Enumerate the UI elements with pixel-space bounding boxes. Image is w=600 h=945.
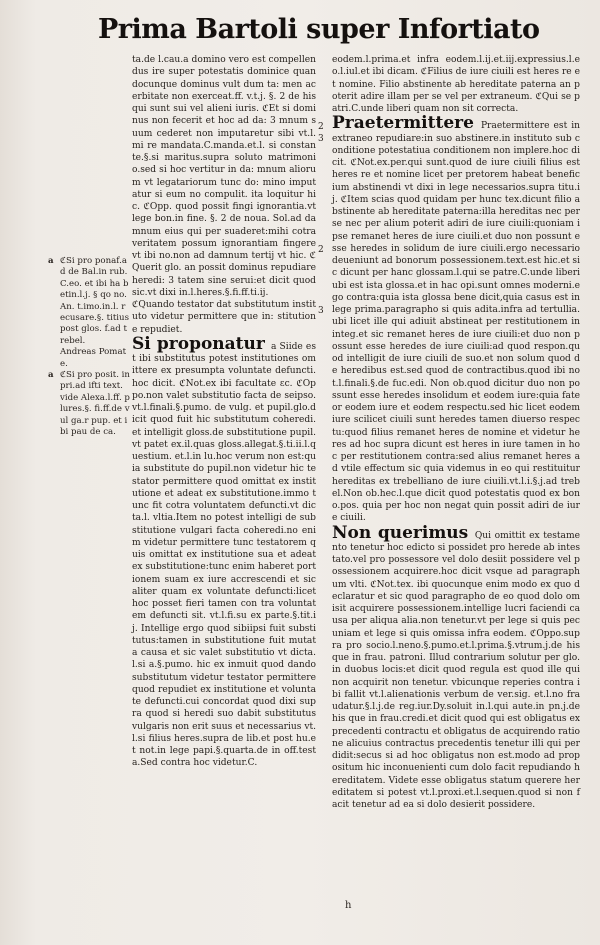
margin-note: [48, 347, 130, 370]
paragraph: [132, 333, 316, 770]
commentary-column-right: [332, 54, 580, 811]
gutter-number: [318, 232, 330, 244]
gutter-number: [318, 293, 330, 305]
paragraph: [132, 54, 316, 299]
margin-note-letter: a: [48, 370, 54, 381]
gutter-number: [318, 281, 330, 293]
gutter-number: [318, 170, 330, 182]
margin-note: [48, 370, 130, 438]
paragraph: [132, 299, 316, 336]
gutter-number: [318, 146, 330, 158]
margin-note-letter: a: [48, 256, 54, 266]
gutter-number: 3: [318, 134, 324, 145]
margin-notes: [48, 256, 130, 439]
gutter-number: [318, 256, 330, 268]
gutter-number: [318, 269, 330, 281]
gutter-number: 2: [318, 122, 324, 132]
gutter-numbers: [318, 121, 330, 318]
paragraph-text: ℭQuando testator dat substitutum instituto videtur permittere que in: stitutione repudiet.: [132, 300, 316, 335]
paragraph: [332, 115, 580, 524]
paragraph: [332, 54, 580, 115]
gutter-number: [318, 207, 330, 219]
gutter-number: [318, 195, 330, 207]
lemma-heading: Non querimus: [332, 522, 469, 543]
paragraph-text: Qui omittit ex testamento tenetur hoc edicto si possidet pro herede ab intestato.vel pro possessore vel dolo desiit possidere vel possessionem acquirere.hoc dicit vsque ad paragraphum vlti. ℭNot.tex. ibi quocunque enim modo ex quo declaratur et sic quod paragrapho de eo quod dolo omisit acquirere possessionem.intellige lucri faciendi causa per aliqua alia.non tenetur.vt per lege si quis pecuniam et lege si quis omissa infra eodem. ℭOppo.supra pro socio.l.neno.§.pumo.et.l.prima.§.vtrum.j.de his que in frau. patroni. Illud contrarium solutur per glo. in duobus locis:et dicit quod regula est quod ille qui non acquirit non tenetur. vbicunque reperies contra ibi fallit vt.l.alienationis verbum de ver.sig. et.l.no fraudatur.§.l.j.de reg.iur.Dy.soluit in.l.qui aute.in pn.j.de his que in frau.credi.et dicit quod qui est obligatus ex precedenti contractu et obligatus de acquirendo ratione alicuius contractus precedentis tenetur illi qui perdidit:secus si ad hoc obligatus non est.modo ad propositum hic inconuenienti cum dolo facit repudiando hereditatem. Videte esse obligatus statum querere hereditatem si potest vt.l.proxi.et.l.sequen.quod si non facit tenetur ad ea si dolo desierit possidere.: [332, 530, 581, 810]
paragraph-text: Praetermittere est in extraneo repudiare:in suo abstinere.in instituto sub conditione potestatiua conditionem non implere.hoc dicit. ℭNot.ex.per.qui sunt.quod de iure ciuili filius est heres re et nomine licet per pretorem habeat beneficium abstinendi vt dixi in lege necessarios.supra titu.ij. ℭItem scias quod quidam per hunc tex.dicunt filio abstinente ab hereditate paterna:illa hereditas nec per se nec per alium poterit adiri de iure ciuili:quoniam ipse remanet heres de iure ciuili.et duo non possunt esse heredes in solidum de iure ciuili.ergo necessario deueniunt ad bonorum possessionem.text.est hic.et sic dicunt per hanc glossam.l.qui se patre.C.unde liberi ubi est ista glossa.et in hac opi.sunt omnes moderni.ego contra:quia ista glossa bene dicit,quia casus est in lege prima.paragrapho si quis adita.infra ad tertullia.ubi licet ille qui adiuit abstineat per restitutionem in integ.et sic remanet heres de iure ciuili:et duo non possunt esse heredes de iure ciuili:ad quod respon.quod intelligit de iure ciuili de suo.et non solum quod de heredibus est.sed quod de contractibus.quod ibi not.l.finali.§.de fuc.edi. Non ob.quod dicitur duo non possunt esse heredes insolidum et eodem iure:quia fateor eodem iure et eodem respectu.sed hic licet eodem iure scilicet ciuili sunt heredes tamen diuerso respectu:quod filius remanet heres de nomine et videtur heres ad hoc supra dicunt est heres in iure tamen in hoc per restitutionem contra:sed alius remanet heres ad vtile effectum sic quia videmus in eo qui restituitur hereditas ex trebelliano de iure ciuili.vt.l.i.§.j.ad trebel.Non ob.hec.l.que dicit quod potestatis quod ex bono.pos. quia per hoc non negat quin possit adiri de iure ciuili.: [332, 121, 581, 524]
margin-note-text: ℭSi pro ponaf.ad de Bal.in rub.C.eo. et ibi ha betin.l.j. § qo no.An. t.imo.in.l. recusare.§. titius post glos. f.ad trebel.: [60, 256, 130, 346]
margin-note-text: ℭSi pro posit. in pri.ad ifti text. vide Alexa.l.ff. plures.§. fi.ff.de vul ga.r pup. et ibi pau de ca.: [60, 370, 130, 438]
paragraph-text: ta.de l.cau.a domino vero est compellendus ire super potestatis dominice quandocunque dominus vult dum ta: men acerbitate non exerceat.ff. v.t.j. §. 2 de his qui sunt sui vel alieni iuris. ℭEt si dominus non fecerit et hoc ad da: 3 mnum suum cederet non imputaretur sibi vt.l.mi re mandata.C.manda.et.l. si constante.§.si maritus.supra soluto matrimonio.sed si hoc vertitur in da: mnum aliorum vt legatariorum tunc do: mino imputatur si eum no compulit. ita loquitur hic. ℭOpp. quod possit fingi ignorantia.vt lege bon.in fine. §. 2 de noua. Sol.ad damnum eius qui per suaderet:mihi cotra veritatem possum ignorantiam fingere vt ibi no.non ad damnum tertij vt hic. ℭQuerit glo. an possit dominus repudiare heredi: 3 tatem sine serui:et dicit quod sic.vt dixi in.l.heres.§.fi.ff.ti.ij.: [132, 55, 316, 298]
signature-mark: h: [345, 900, 352, 911]
gutter-number: 3: [318, 306, 324, 317]
gutter-number: [318, 182, 330, 194]
lemma-heading: Praetermittere: [332, 113, 474, 134]
margin-note: [48, 256, 130, 347]
paragraph-text: a Siide est ibi substitutus potest institutiones omittere ex presumpta voluntate defuncti. hoc dicit. ℭNot.ex ibi facultate ɛc. ℭOppo.non valet substitutio facta de seipso.vt.l.finali.§.pumo. de vulg. et pupil.glo.dicit quod fuit hic substitutum coheredi. et intelligit gloss.de substitutione pupil.vt patet ex.il.quas gloss.allegat.§.ti.ii.l.questium. et.l.in lu.hoc verum non est:quia substitute do pupil.non videtur hic testator permittere quod omittat ex institutione et adeat ex substitutione.immo tunc fit cotra voluntatem defuncti.vt dicta.l. vltia.Item no potest intelligi de substitutione vulgari facta coheredi.no enim videtur permittere tunc testatorem quis omittat ex institutione sua et adeat ex substitutione:tunc enim haberet portionem suam ex iure accrescendi et sic aliter quam ex voluntate defuncti:licet hoc posset fieri tamen con tra voluntatem defuncti sit. vt.l.fi.su ex parte.§.tit.ij. Intellige ergo quod sibiipsi fuit substitutus:tamen in substitutione fuit mutata causa et sic valet substitutio vt dicta.l.si a.§.pumo. hic ex inmuit quod dando substitutum videtur testator permittere quod repudiet ex institutione et voluntate defuncti.cui concordat quod dixi supra quod si heredi suo dabit substitutus vulgaris non erit suus et necessarius vt.l.si filius heres.supra de lib.et post hu.et not.in lege papi.§.quarta.de in off.testa.Sed contra hoc videtur.C.: [132, 341, 316, 769]
running-head: Prima Bartoli super Infortiato: [98, 14, 540, 45]
lemma-heading: Si proponatur: [132, 333, 265, 354]
paragraph-text: eodem.l.prima.et infra eodem.l.ij.et.iij.expressius.l.eo.l.iul.et ibi dicam. ℭFilius de iure ciuili est heres re et nomine. Filio abstinente ab hereditate paterna an poterit adire illam per se vel per extraneum. ℭQui se patri.C.unde liberi quam non sit correcta.: [332, 55, 580, 114]
margin-note-text: Andreas Pomate.: [60, 347, 127, 369]
gutter-number: [318, 158, 330, 170]
gutter-number: 2: [318, 244, 324, 255]
paragraph: [332, 522, 581, 812]
gutter-number: [318, 219, 330, 231]
commentary-column-left: [132, 54, 316, 770]
